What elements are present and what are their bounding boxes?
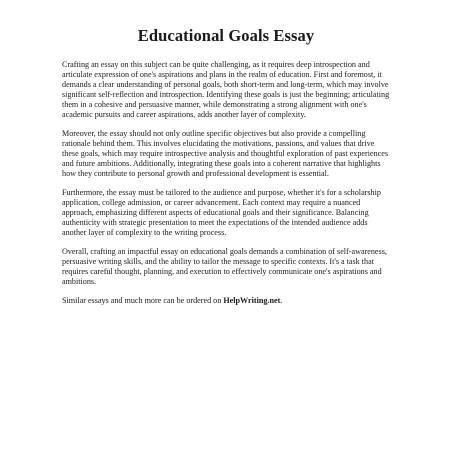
helpwriting-link[interactable]: HelpWriting.net [223,296,281,306]
essay-paragraph-2: Moreover, the essay should not only outline specific objectives but also provide a compelling rationale behind them. This involves elucidating the motivations, passions, and values that drive these goals, which may require introspective analysis and thoughtful exploration of past experiences and future ambitions. Additionally, integrating these goals into a coherent narrative that highlights how they contribute to personal growth and professional development is essential. [62,128,389,178]
closing-prefix: Similar essays and much more can be ordered on [62,296,224,306]
essay-paragraph-4: Overall, crafting an impactful essay on educational goals demands a combination of self-awareness, persuasive writing skills, and the ability to tailor the message to specific contexts. It's a task that requires careful thought, planning, and execution to effectively communicate one's aspirations and ambitions. [62,247,387,286]
closing-suffix: . [280,296,283,306]
page-title: Educational Goals Essay [137,26,315,45]
closing-line [62,296,390,306]
essay-paragraph-3: Furthermore, the essay must be tailored to the audience and purpose, whether it's for a scholarship application, college admission, or career advancement. Each context may require a nuanced approach, emphasizing different aspects of educational goals and their significance. Balancing authenticity with strategic presentation to meet the expectations of the intended audience adds another layer of complexity to the writing process. [62,187,381,237]
essay-paragraph-1: Crafting an essay on this subject can be quite challenging, as it requires deep introspection and articulate expression of one's aspirations and plans in the realm of education. First and foremost, it demands a clear understanding of personal goals, both short-term and long-term, which may involve significant self-reflection and introspection. Identifying these goals is just the beginning; articulating them in a cohesive and persuasive manner, while demonstrating a strong alignment with one's academic pursuits and career aspirations, adds another layer of complexity. [62,60,390,119]
